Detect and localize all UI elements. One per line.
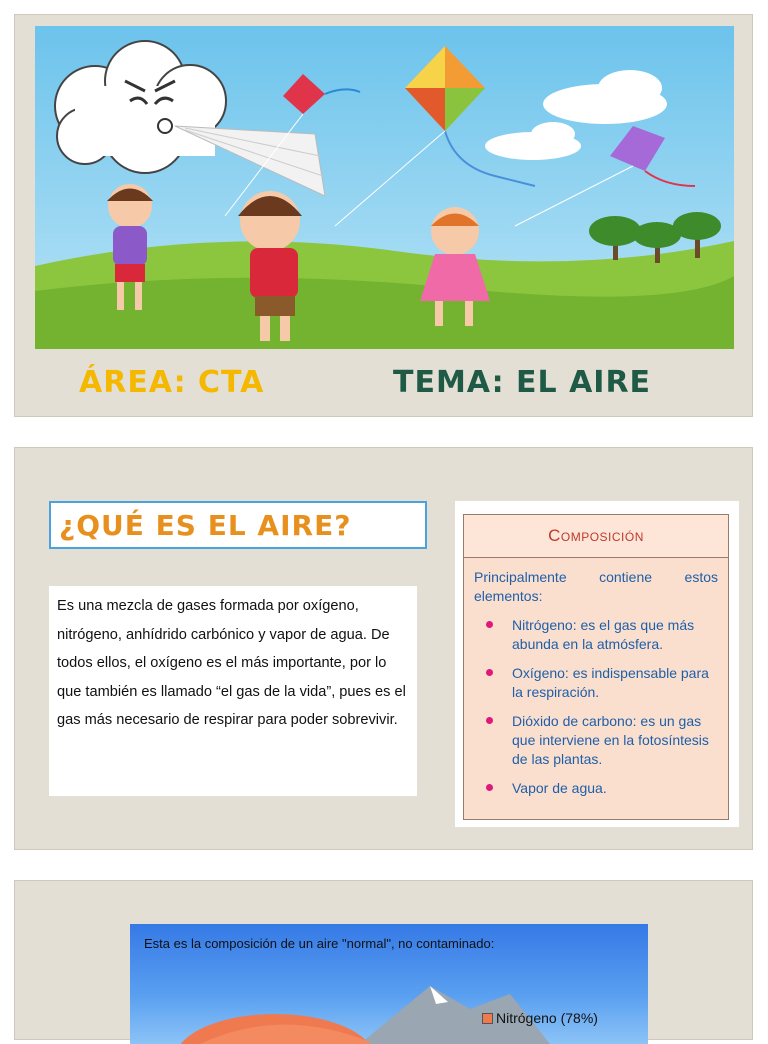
composition-card xyxy=(463,514,729,820)
legend-label: Nitrógeno (78%) xyxy=(496,1010,598,1026)
definition-text: Es una mezcla de gases formada por oxígeno, nitrógeno, anhídrido carbónico y vapor de agua. De todos ellos, el oxígeno es el más importante, por lo que también es llamado “el gas de la vida”, pues es el gas más necesario de respirar para poder sobrevivir. xyxy=(57,598,406,729)
composition-intro: Principalmente contiene estos elementos: xyxy=(474,569,718,604)
list-item xyxy=(512,779,718,798)
legend-swatch xyxy=(482,1013,493,1024)
slide-what-is-air xyxy=(14,447,753,850)
composition-item-text: Nitrógeno: es el gas que más abunda en la atmósfera. xyxy=(512,617,695,652)
kites-illustration xyxy=(35,26,734,349)
slide-air-composition xyxy=(14,880,753,1040)
area-title: ÁREA: CTA xyxy=(79,365,265,400)
question-title-box xyxy=(49,501,427,549)
composition-header xyxy=(464,515,728,558)
composition-item-text: Dióxido de carbono: es un gas que interviene en la fotosíntesis de las plantas. xyxy=(512,713,709,767)
list-item xyxy=(512,712,718,769)
bullet-icon xyxy=(486,717,493,724)
bullet-icon xyxy=(486,621,493,628)
children-flying-kites-image xyxy=(35,26,734,349)
slide-title xyxy=(14,14,753,417)
air-composition-figure xyxy=(130,924,648,1044)
composition-caption: Esta es la composición de un aire "normal", no contaminado: xyxy=(144,936,495,951)
tema-title: TEMA: EL AIRE xyxy=(393,365,652,400)
bullet-icon xyxy=(486,784,493,791)
bullet-icon xyxy=(486,669,493,676)
composition-item-text: Oxígeno: es indispensable para la respiración. xyxy=(512,665,709,700)
list-item xyxy=(512,664,718,702)
composition-item-text: Vapor de agua. xyxy=(512,780,607,796)
composition-list xyxy=(464,616,728,798)
list-item xyxy=(512,616,718,654)
definition-box xyxy=(49,586,417,796)
composition-panel xyxy=(455,501,739,827)
composition-title: Composición xyxy=(548,526,644,545)
question-title: ¿QUÉ ES EL AIRE? xyxy=(59,508,352,542)
